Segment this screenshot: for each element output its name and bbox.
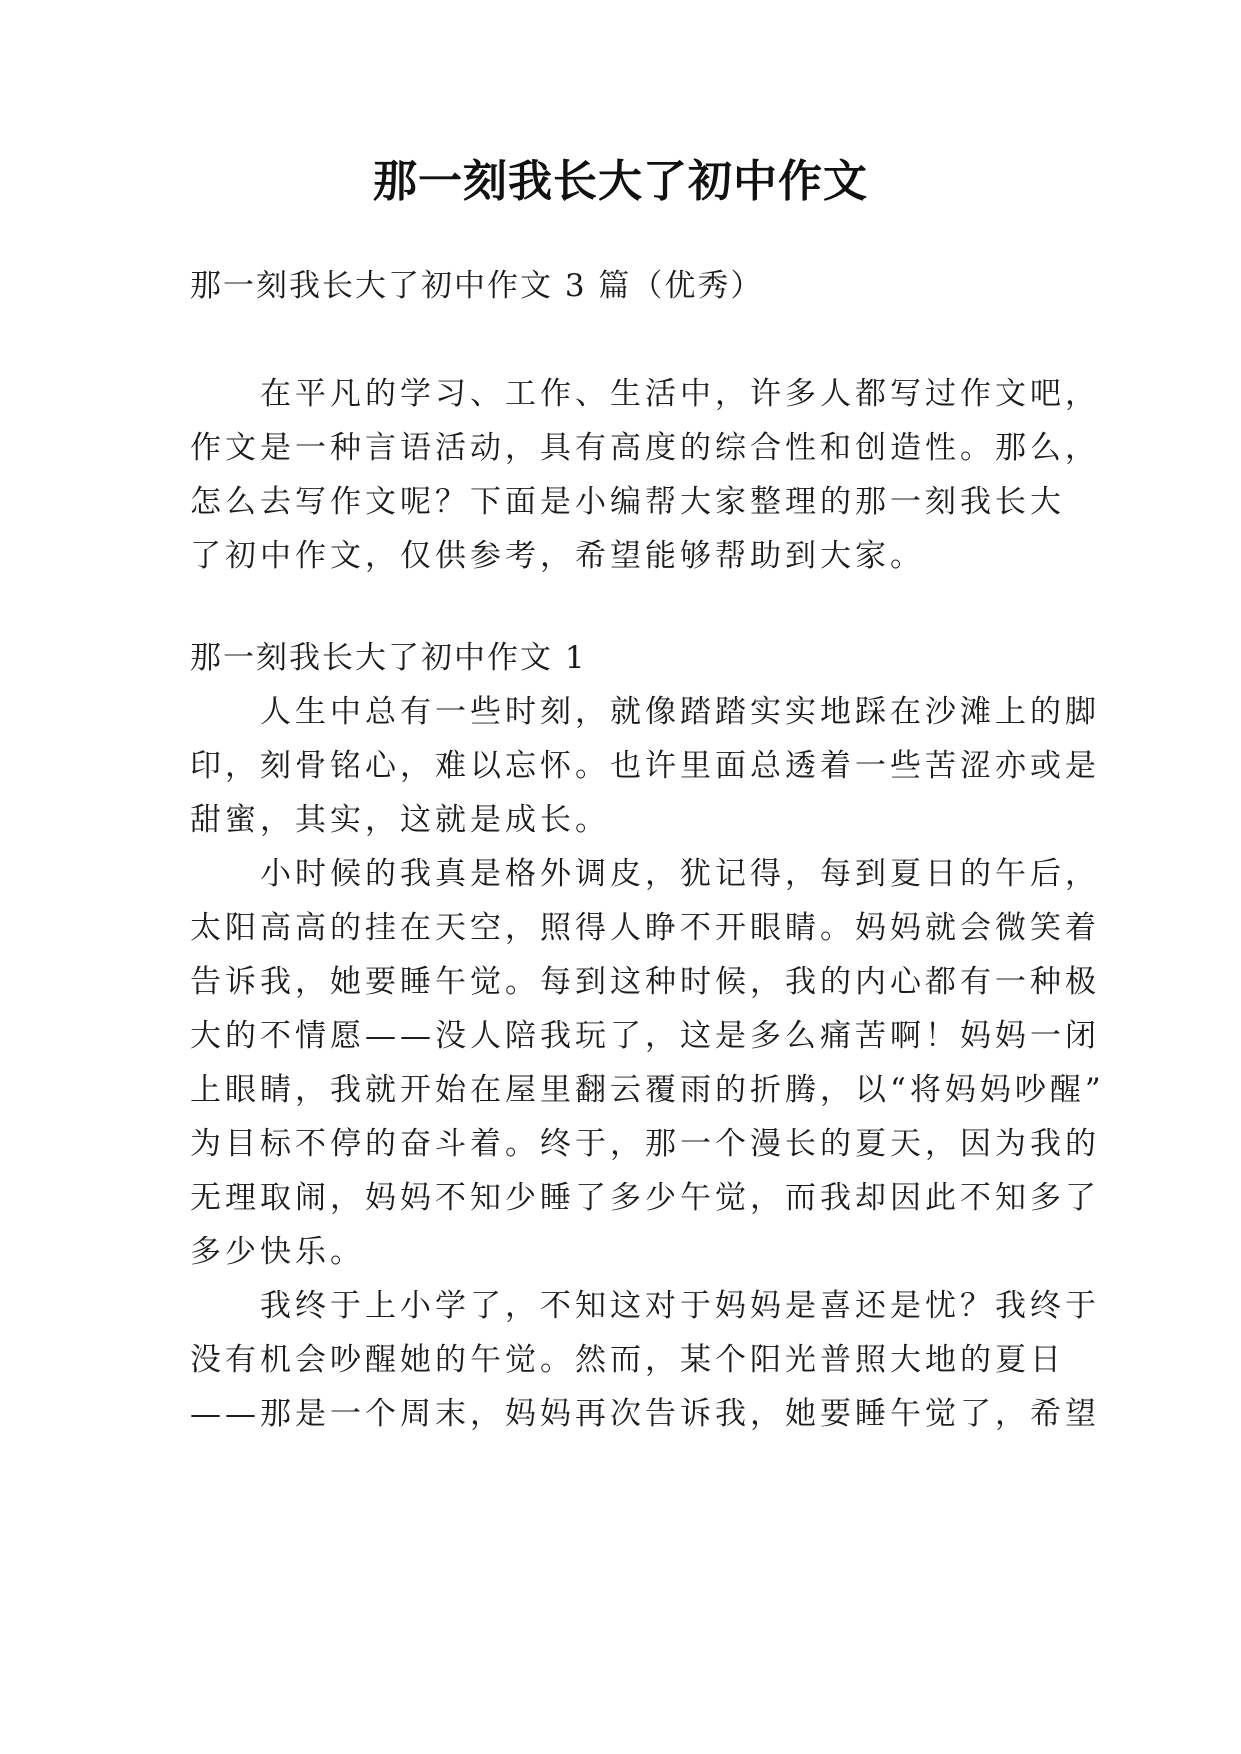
section-heading: 那一刻我长大了初中作文 1 (190, 640, 587, 676)
body-line: 小时候的我真是格外调皮，犹记得，每到夏日的午后， (190, 856, 1100, 892)
body-line: 告诉我，她要睡午觉。每到这种时候，我的内心都有一种极 (190, 964, 1100, 1000)
page-title: 那一刻我长大了初中作文 (373, 156, 868, 207)
body-line: 没有机会吵醒她的午觉。然而，某个阳光普照大地的夏日 (190, 1342, 1065, 1378)
intro-line: 在平凡的学习、工作、生活中，许多人都写过作文吧， (190, 376, 1100, 412)
body-line: 多少快乐。 (190, 1234, 365, 1270)
document-subtitle: 那一刻我长大了初中作文 3 篇（优秀） (190, 268, 764, 304)
body-line: 印，刻骨铭心，难以忘怀。也许里面总透着一些苦涩亦或是 (190, 748, 1100, 784)
body-line: 无理取闹，妈妈不知少睡了多少午觉，而我却因此不知多了 (190, 1180, 1100, 1216)
body-line: 大的不情愿——没人陪我玩了，这是多么痛苦啊！妈妈一闭 (190, 1018, 1100, 1054)
body-line: 太阳高高的挂在天空，照得人睁不开眼睛。妈妈就会微笑着 (190, 910, 1100, 946)
body-line: 我终于上小学了，不知这对于妈妈是喜还是忧？我终于 (190, 1288, 1100, 1324)
body-line: 人生中总有一些时刻，就像踏踏实实地踩在沙滩上的脚 (190, 694, 1100, 730)
intro-line: 怎么去写作文呢？下面是小编帮大家整理的那一刻我长大 (190, 484, 1065, 520)
body-line: 为目标不停的奋斗着。终于，那一个漫长的夏天，因为我的 (190, 1126, 1100, 1162)
intro-line: 了初中作文，仅供参考，希望能够帮助到大家。 (190, 538, 925, 574)
body-line: ——那是一个周末，妈妈再次告诉我，她要睡午觉了，希望 (190, 1396, 1100, 1432)
intro-line: 作文是一种言语活动，具有高度的综合性和创造性。那么， (190, 430, 1100, 466)
body-line: 甜蜜，其实，这就是成长。 (190, 802, 610, 838)
body-line: 上眼睛，我就开始在屋里翻云覆雨的折腾，以“将妈妈吵醒” (190, 1072, 1105, 1108)
